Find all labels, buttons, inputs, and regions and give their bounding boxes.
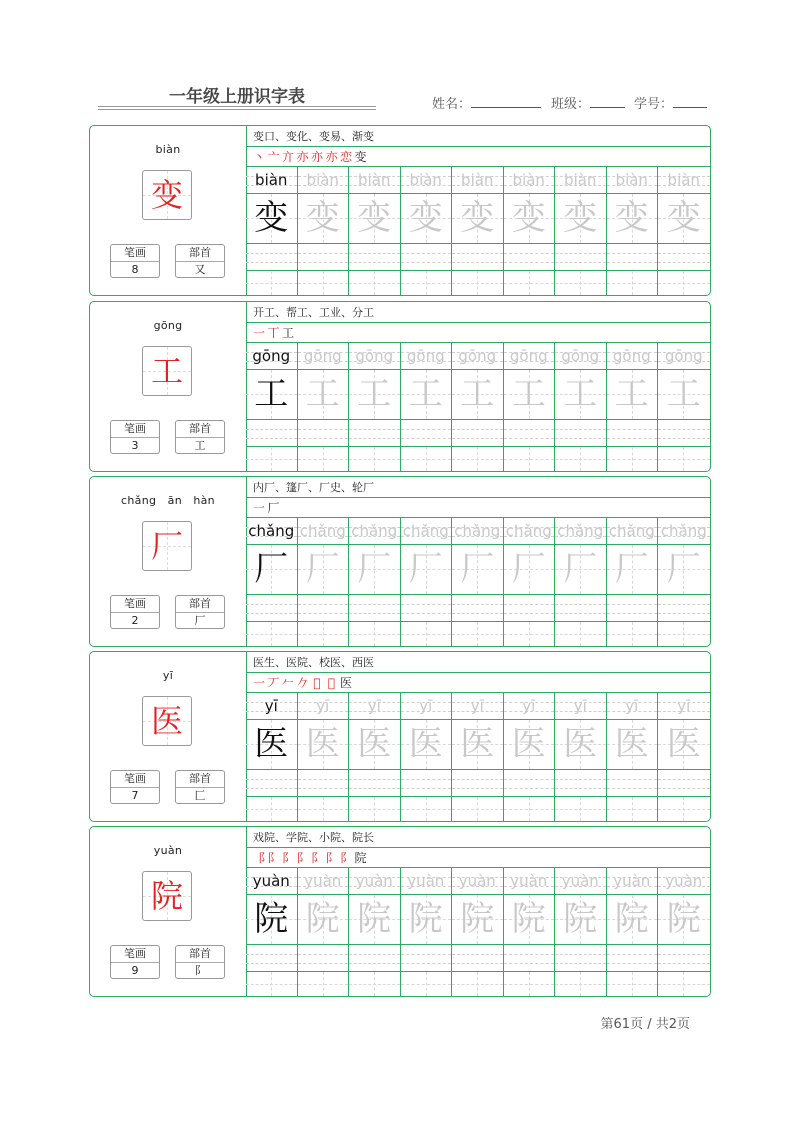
practice-cell[interactable] bbox=[555, 167, 607, 295]
practice-pinyin: yī bbox=[470, 697, 484, 715]
practice-pinyin: biàn bbox=[306, 171, 339, 189]
practice-cell[interactable] bbox=[452, 167, 504, 295]
practice-character: 变 bbox=[563, 198, 598, 238]
practice-cell[interactable] bbox=[349, 693, 401, 821]
practice-character: 院 bbox=[563, 899, 598, 939]
practice-grid bbox=[246, 518, 710, 646]
practice-character: 工 bbox=[666, 374, 701, 414]
stroke-order-step: 𠂉 bbox=[281, 676, 294, 690]
stroke-order-step: 阝 bbox=[325, 851, 338, 865]
practice-pinyin: gōng bbox=[252, 347, 291, 365]
practice-pinyin: biàn bbox=[461, 171, 494, 189]
practice-cell[interactable] bbox=[401, 868, 453, 996]
practice-pinyin: yuàn bbox=[613, 872, 651, 890]
practice-pinyin: yuàn bbox=[304, 872, 342, 890]
stroke-count-box bbox=[110, 595, 160, 629]
practice-cell[interactable] bbox=[658, 693, 710, 821]
stroke-order-row bbox=[246, 323, 710, 343]
stroke-order-step: 亦 bbox=[310, 150, 323, 164]
stroke-count-box bbox=[110, 945, 160, 979]
practice-cell[interactable] bbox=[504, 693, 556, 821]
practice-character: 医 bbox=[305, 724, 340, 764]
practice-character: 医 bbox=[254, 724, 289, 764]
practice-pinyin: gōng bbox=[406, 347, 445, 365]
practice-character: 变 bbox=[460, 198, 495, 238]
practice-character: 变 bbox=[357, 198, 392, 238]
character-box bbox=[142, 521, 192, 571]
stroke-order-step: 阝 bbox=[310, 851, 323, 865]
practice-cell[interactable] bbox=[298, 868, 350, 996]
practice-cell[interactable] bbox=[658, 167, 710, 295]
main-character: 院 bbox=[150, 877, 183, 915]
practice-pinyin: chǎng bbox=[505, 522, 552, 540]
stroke-count-value: 8 bbox=[131, 263, 139, 276]
practice-character: 工 bbox=[305, 374, 340, 414]
practice-character: 工 bbox=[511, 374, 546, 414]
practice-pinyin: chǎng bbox=[454, 522, 501, 540]
practice-cell[interactable] bbox=[504, 518, 556, 646]
stroke-order-step: 阝 bbox=[267, 851, 280, 865]
practice-cell[interactable] bbox=[401, 167, 453, 295]
pinyin-label: biàn bbox=[155, 143, 181, 156]
practice-pinyin: chǎng bbox=[299, 522, 346, 540]
stroke-order-step: 丶 bbox=[252, 150, 265, 164]
practice-pinyin: biàn bbox=[409, 171, 442, 189]
stroke-order-step: 𠂊 bbox=[296, 676, 309, 690]
practice-pinyin: gōng bbox=[355, 347, 394, 365]
practice-cell[interactable] bbox=[555, 518, 607, 646]
stroke-count-label: 笔画 bbox=[111, 245, 159, 262]
stroke-order-step: 𠂋 bbox=[313, 676, 321, 690]
practice-cell[interactable] bbox=[246, 693, 298, 821]
practice-cell[interactable] bbox=[452, 343, 504, 471]
stroke-order-step: ⻏ bbox=[252, 851, 265, 865]
practice-pinyin: gōng bbox=[561, 347, 600, 365]
practice-pinyin: biàn bbox=[358, 171, 391, 189]
practice-character: 厂 bbox=[666, 549, 701, 589]
practice-character: 院 bbox=[357, 899, 392, 939]
radical-label: 部首 bbox=[176, 245, 224, 262]
character-box bbox=[142, 871, 192, 921]
stroke-count-label: 笔画 bbox=[111, 421, 159, 438]
character-box bbox=[142, 696, 192, 746]
radical-box bbox=[175, 770, 225, 804]
stroke-order-step: 亦 bbox=[325, 150, 338, 164]
practice-grid bbox=[246, 167, 710, 295]
practice-cell[interactable] bbox=[246, 518, 298, 646]
main-character: 工 bbox=[150, 352, 183, 390]
practice-character: 院 bbox=[305, 899, 340, 939]
practice-character: 医 bbox=[511, 724, 546, 764]
stroke-order-step: 一 bbox=[252, 676, 265, 690]
practice-cell[interactable] bbox=[298, 343, 350, 471]
practice-pinyin: biàn bbox=[667, 171, 700, 189]
practice-pinyin: yuàn bbox=[355, 872, 393, 890]
stroke-count-value: 9 bbox=[131, 964, 139, 977]
practice-character: 院 bbox=[511, 899, 546, 939]
document-title: 一年级上册识字表 bbox=[169, 87, 305, 107]
stroke-count-value: 3 bbox=[131, 439, 139, 452]
practice-grid bbox=[246, 693, 710, 821]
practice-character: 院 bbox=[254, 899, 289, 939]
stroke-order-step: 厂 bbox=[267, 501, 280, 515]
character-box bbox=[142, 170, 192, 220]
practice-cell[interactable] bbox=[658, 518, 710, 646]
practice-panel bbox=[246, 126, 710, 295]
radical-value: 匚 bbox=[194, 789, 206, 802]
practice-pinyin: yuàn bbox=[458, 872, 496, 890]
radical-box bbox=[175, 945, 225, 979]
practice-pinyin: gōng bbox=[458, 347, 497, 365]
character-card bbox=[89, 826, 711, 997]
practice-character: 医 bbox=[563, 724, 598, 764]
radical-value: 厂 bbox=[194, 614, 206, 627]
practice-cell[interactable] bbox=[504, 868, 556, 996]
practice-cell[interactable] bbox=[246, 868, 298, 996]
practice-cell[interactable] bbox=[401, 518, 453, 646]
practice-character: 院 bbox=[460, 899, 495, 939]
practice-pinyin: chǎng bbox=[248, 522, 295, 540]
practice-cell[interactable] bbox=[349, 518, 401, 646]
practice-cell[interactable] bbox=[504, 343, 556, 471]
practice-cell[interactable] bbox=[298, 518, 350, 646]
practice-cell[interactable] bbox=[452, 868, 504, 996]
main-character: 医 bbox=[150, 702, 183, 740]
practice-cell[interactable] bbox=[298, 693, 350, 821]
character-info-panel bbox=[90, 477, 247, 646]
class-label: 班级： bbox=[551, 97, 591, 112]
character-box bbox=[142, 346, 192, 396]
stroke-count-box bbox=[110, 770, 160, 804]
stroke-count-box bbox=[110, 420, 160, 454]
practice-character: 工 bbox=[460, 374, 495, 414]
stroke-count-value: 2 bbox=[131, 614, 139, 627]
practice-cell[interactable] bbox=[658, 868, 710, 996]
stroke-order-step: 阝 bbox=[296, 851, 309, 865]
practice-character: 医 bbox=[666, 724, 701, 764]
practice-pinyin: gōng bbox=[612, 347, 651, 365]
practice-character: 医 bbox=[408, 724, 443, 764]
stroke-order-row bbox=[246, 673, 710, 693]
practice-character: 工 bbox=[254, 374, 289, 414]
pinyin-label: yī bbox=[162, 669, 174, 682]
character-info-panel bbox=[90, 126, 247, 295]
radical-label: 部首 bbox=[176, 946, 224, 963]
practice-character: 厂 bbox=[614, 549, 649, 589]
practice-grid bbox=[246, 343, 710, 471]
practice-panel bbox=[246, 477, 710, 646]
practice-panel bbox=[246, 827, 710, 996]
practice-pinyin: yī bbox=[677, 697, 691, 715]
practice-cell[interactable] bbox=[349, 343, 401, 471]
practice-character: 厂 bbox=[305, 549, 340, 589]
stroke-order-step: 丆 bbox=[267, 676, 280, 690]
practice-pinyin: gōng bbox=[303, 347, 342, 365]
practice-pinyin: biàn bbox=[255, 171, 288, 189]
practice-character: 工 bbox=[563, 374, 598, 414]
radical-value: 阝 bbox=[194, 964, 206, 977]
practice-cell[interactable] bbox=[246, 167, 298, 295]
character-card bbox=[89, 651, 711, 822]
example-words: 医生、医院、校医、西医 bbox=[246, 652, 710, 673]
practice-pinyin: yuàn bbox=[407, 872, 445, 890]
radical-box bbox=[175, 595, 225, 629]
character-info-panel bbox=[90, 652, 247, 821]
practice-character: 院 bbox=[614, 899, 649, 939]
stroke-count-label: 笔画 bbox=[111, 771, 159, 788]
practice-pinyin: yī bbox=[316, 697, 330, 715]
practice-character: 院 bbox=[408, 899, 443, 939]
practice-pinyin: yuàn bbox=[252, 872, 290, 890]
practice-pinyin: biàn bbox=[564, 171, 597, 189]
stroke-order-row bbox=[246, 147, 710, 167]
student-number-label: 学号： bbox=[634, 97, 674, 112]
character-card bbox=[89, 476, 711, 647]
stroke-order-row bbox=[246, 498, 710, 518]
practice-character: 工 bbox=[408, 374, 443, 414]
character-card bbox=[89, 301, 711, 472]
radical-box bbox=[175, 420, 225, 454]
example-words: 开工、帮工、工业、分工 bbox=[246, 302, 710, 323]
practice-pinyin: yuàn bbox=[561, 872, 599, 890]
practice-character: 厂 bbox=[357, 549, 392, 589]
practice-cell[interactable] bbox=[555, 343, 607, 471]
radical-label: 部首 bbox=[176, 596, 224, 613]
practice-character: 厂 bbox=[563, 549, 598, 589]
practice-pinyin: gōng bbox=[664, 347, 703, 365]
practice-cell[interactable] bbox=[607, 167, 659, 295]
practice-pinyin: yī bbox=[264, 697, 278, 715]
practice-cell[interactable] bbox=[349, 868, 401, 996]
character-info-panel bbox=[90, 302, 247, 471]
stroke-order-step: 丅 bbox=[267, 326, 280, 340]
practice-character: 厂 bbox=[460, 549, 495, 589]
practice-cell[interactable] bbox=[555, 868, 607, 996]
practice-cell[interactable] bbox=[607, 693, 659, 821]
stroke-order-step: 医 bbox=[339, 676, 352, 690]
practice-cell[interactable] bbox=[401, 343, 453, 471]
main-character: 变 bbox=[150, 176, 183, 214]
stroke-order-step: 亣 bbox=[281, 150, 294, 164]
radical-box bbox=[175, 244, 225, 278]
practice-cell[interactable] bbox=[607, 868, 659, 996]
practice-cell[interactable] bbox=[504, 167, 556, 295]
practice-character: 厂 bbox=[254, 549, 289, 589]
practice-cell[interactable] bbox=[349, 167, 401, 295]
practice-character: 院 bbox=[666, 899, 701, 939]
stroke-count-label: 笔画 bbox=[111, 946, 159, 963]
name-label: 姓名： bbox=[432, 97, 472, 112]
practice-pinyin: chǎng bbox=[660, 522, 707, 540]
practice-character: 变 bbox=[254, 198, 289, 238]
practice-cell[interactable] bbox=[401, 693, 453, 821]
practice-pinyin: yuàn bbox=[510, 872, 548, 890]
practice-character: 变 bbox=[666, 198, 701, 238]
radical-label: 部首 bbox=[176, 771, 224, 788]
practice-pinyin: chǎng bbox=[402, 522, 449, 540]
stroke-order-step: 恋 bbox=[339, 150, 352, 164]
practice-pinyin: yī bbox=[367, 697, 381, 715]
practice-cell[interactable] bbox=[555, 693, 607, 821]
example-words: 戏院、学院、小院、院长 bbox=[246, 827, 710, 848]
practice-pinyin: chǎng bbox=[557, 522, 604, 540]
practice-cell[interactable] bbox=[452, 518, 504, 646]
practice-character: 变 bbox=[511, 198, 546, 238]
example-words: 内厂、篷厂、厂史、轮厂 bbox=[246, 477, 710, 498]
practice-character: 变 bbox=[408, 198, 443, 238]
character-card bbox=[89, 125, 711, 296]
stroke-count-value: 7 bbox=[131, 789, 139, 802]
practice-pinyin: gōng bbox=[509, 347, 548, 365]
stroke-order-step: 𠂌 bbox=[327, 676, 336, 690]
practice-pinyin: biàn bbox=[615, 171, 648, 189]
character-info-panel bbox=[90, 827, 247, 996]
stroke-order-step: 院 bbox=[354, 851, 367, 865]
stroke-order-step: 亦 bbox=[296, 150, 309, 164]
practice-grid bbox=[246, 868, 710, 996]
stroke-count-label: 笔画 bbox=[111, 596, 159, 613]
practice-cell[interactable] bbox=[246, 343, 298, 471]
practice-cell[interactable] bbox=[298, 167, 350, 295]
stroke-order-step: 变 bbox=[354, 150, 367, 164]
practice-pinyin: yī bbox=[522, 697, 536, 715]
practice-cell[interactable] bbox=[607, 518, 659, 646]
pinyin-label: chǎng ān hàn bbox=[121, 494, 215, 507]
stroke-order-row bbox=[246, 848, 710, 868]
page-indicator: 第61页 / 共2页 bbox=[600, 1017, 690, 1032]
stroke-order-step: 一 bbox=[252, 501, 265, 515]
practice-character: 厂 bbox=[408, 549, 443, 589]
stroke-order-step: 工 bbox=[281, 326, 294, 340]
practice-character: 厂 bbox=[511, 549, 546, 589]
practice-pinyin: chǎng bbox=[608, 522, 655, 540]
practice-panel bbox=[246, 302, 710, 471]
stroke-order-step: 一 bbox=[252, 326, 265, 340]
radical-value: 工 bbox=[194, 439, 206, 452]
radical-label: 部首 bbox=[176, 421, 224, 438]
practice-character: 工 bbox=[357, 374, 392, 414]
main-character: 厂 bbox=[150, 527, 183, 565]
stroke-order-step: 亠 bbox=[267, 150, 280, 164]
practice-pinyin: chǎng bbox=[351, 522, 398, 540]
example-words: 变口、变化、变易、渐变 bbox=[246, 126, 710, 147]
practice-cell[interactable] bbox=[607, 343, 659, 471]
practice-pinyin: yī bbox=[625, 697, 639, 715]
pinyin-label: yuàn bbox=[153, 844, 183, 857]
stroke-count-box bbox=[110, 244, 160, 278]
practice-character: 医 bbox=[357, 724, 392, 764]
practice-pinyin: yī bbox=[419, 697, 433, 715]
practice-character: 变 bbox=[614, 198, 649, 238]
practice-pinyin: biàn bbox=[512, 171, 545, 189]
practice-character: 工 bbox=[614, 374, 649, 414]
practice-cell[interactable] bbox=[452, 693, 504, 821]
stroke-order-step: 阝 bbox=[281, 851, 294, 865]
radical-value: 又 bbox=[194, 263, 206, 276]
stroke-order-step: 阝 bbox=[339, 851, 352, 865]
practice-cell[interactable] bbox=[658, 343, 710, 471]
practice-character: 医 bbox=[460, 724, 495, 764]
practice-character: 变 bbox=[305, 198, 340, 238]
practice-pinyin: yī bbox=[573, 697, 587, 715]
practice-pinyin: yuàn bbox=[665, 872, 703, 890]
pinyin-label: gōng bbox=[153, 319, 183, 332]
practice-panel bbox=[246, 652, 710, 821]
practice-character: 医 bbox=[614, 724, 649, 764]
